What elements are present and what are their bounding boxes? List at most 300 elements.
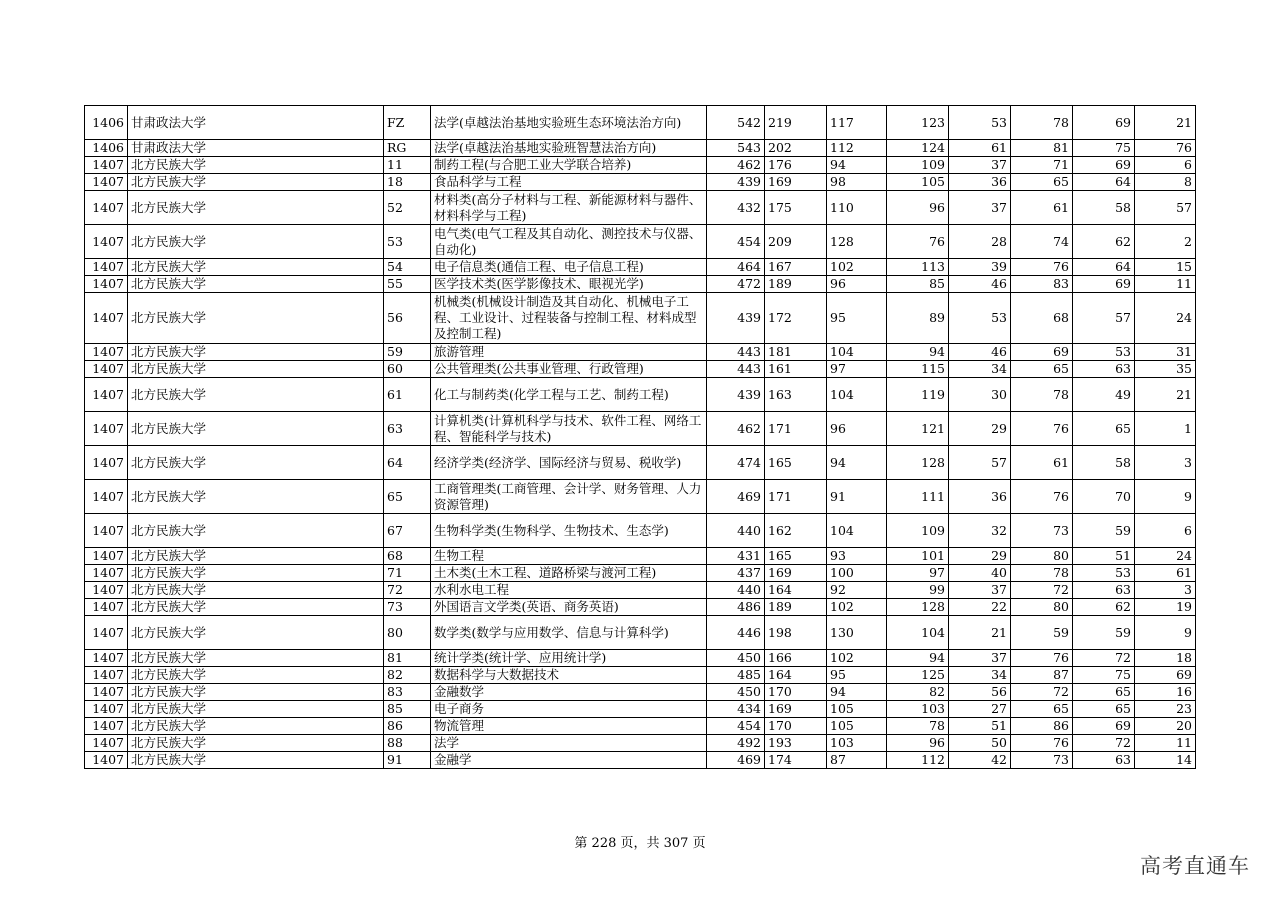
score-cell: 102 [827,599,887,616]
score-cell: 3 [1135,446,1196,480]
score-cell: 69 [1073,157,1135,174]
school-name-cell: 甘肃政法大学 [128,106,384,140]
score-cell: 104 [827,378,887,412]
score-cell: 29 [949,412,1011,446]
score-cell: 124 [887,140,949,157]
major-code-cell: 18 [384,174,431,191]
score-cell: 78 [887,718,949,735]
score-cell: 450 [707,650,765,667]
score-cell: 121 [887,412,949,446]
score-cell: 189 [765,599,827,616]
score-cell: 3 [1135,582,1196,599]
score-cell: 61 [1011,191,1073,225]
score-cell: 18 [1135,650,1196,667]
school-code-cell: 1407 [85,191,128,225]
score-cell: 30 [949,378,1011,412]
score-cell: 96 [827,276,887,293]
score-cell: 94 [827,157,887,174]
score-cell: 24 [1135,293,1196,344]
score-cell: 123 [887,106,949,140]
major-code-cell: 55 [384,276,431,293]
school-name-cell: 北方民族大学 [128,650,384,667]
score-cell: 78 [1011,378,1073,412]
score-cell: 51 [949,718,1011,735]
table-row [85,361,1196,378]
score-cell: 57 [1073,293,1135,344]
score-cell: 543 [707,140,765,157]
score-cell: 53 [1073,565,1135,582]
table-row [85,616,1196,650]
score-cell: 65 [1073,684,1135,701]
score-cell: 37 [949,582,1011,599]
score-cell: 62 [1073,599,1135,616]
score-cell: 19 [1135,599,1196,616]
score-cell: 171 [765,480,827,514]
school-name-cell: 北方民族大学 [128,293,384,344]
school-name-cell: 北方民族大学 [128,412,384,446]
table-row [85,157,1196,174]
score-cell: 69 [1135,667,1196,684]
major-name-cell: 公共管理类(公共事业管理、行政管理) [431,361,707,378]
school-name-cell: 北方民族大学 [128,752,384,769]
school-name-cell: 北方民族大学 [128,735,384,752]
score-cell: 172 [765,293,827,344]
score-cell: 462 [707,157,765,174]
major-name-cell: 数据科学与大数据技术 [431,667,707,684]
major-name-cell: 制药工程(与合肥工业大学联合培养) [431,157,707,174]
score-cell: 112 [827,140,887,157]
score-cell: 75 [1073,667,1135,684]
major-code-cell: 86 [384,718,431,735]
score-cell: 443 [707,361,765,378]
score-cell: 23 [1135,701,1196,718]
score-cell: 94 [827,684,887,701]
school-name-cell: 北方民族大学 [128,684,384,701]
score-cell: 40 [949,565,1011,582]
major-code-cell: 11 [384,157,431,174]
score-cell: 111 [887,480,949,514]
score-cell: 434 [707,701,765,718]
score-cell: 51 [1073,548,1135,565]
score-cell: 202 [765,140,827,157]
score-cell: 72 [1073,650,1135,667]
table-row [85,259,1196,276]
score-cell: 72 [1011,582,1073,599]
score-cell: 169 [765,701,827,718]
table-row [85,548,1196,565]
score-cell: 170 [765,718,827,735]
score-cell: 91 [827,480,887,514]
school-code-cell: 1407 [85,752,128,769]
school-name-cell: 北方民族大学 [128,701,384,718]
score-cell: 59 [1073,616,1135,650]
major-code-cell: 91 [384,752,431,769]
score-cell: 68 [1011,293,1073,344]
score-cell: 28 [949,225,1011,259]
score-cell: 29 [949,548,1011,565]
score-cell: 454 [707,225,765,259]
score-cell: 103 [887,701,949,718]
major-name-cell: 法学 [431,735,707,752]
score-cell: 6 [1135,157,1196,174]
major-name-cell: 计算机类(计算机科学与技术、软件工程、网络工程、智能科学与技术) [431,412,707,446]
table-row [85,582,1196,599]
school-code-cell: 1407 [85,480,128,514]
score-cell: 437 [707,565,765,582]
score-cell: 103 [827,735,887,752]
table-row [85,718,1196,735]
major-name-cell: 金融学 [431,752,707,769]
table-row [85,735,1196,752]
table-row [85,701,1196,718]
score-cell: 176 [765,157,827,174]
school-name-cell: 北方民族大学 [128,718,384,735]
score-cell: 34 [949,361,1011,378]
score-cell: 112 [887,752,949,769]
score-cell: 46 [949,276,1011,293]
table-row [85,667,1196,684]
major-name-cell: 化工与制药类(化学工程与工艺、制药工程) [431,378,707,412]
school-code-cell: 1407 [85,157,128,174]
score-cell: 85 [887,276,949,293]
school-code-cell: 1407 [85,361,128,378]
major-code-cell: 81 [384,650,431,667]
score-cell: 93 [827,548,887,565]
watermark-logo-text: 高考直通车 [1140,854,1250,878]
school-code-cell: 1407 [85,412,128,446]
score-cell: 94 [887,650,949,667]
score-cell: 439 [707,293,765,344]
score-cell: 76 [1011,735,1073,752]
school-code-cell: 1407 [85,718,128,735]
table-row [85,650,1196,667]
score-cell: 431 [707,548,765,565]
score-cell: 81 [1011,140,1073,157]
score-cell: 486 [707,599,765,616]
score-cell: 61 [1135,565,1196,582]
score-cell: 53 [949,293,1011,344]
score-cell: 65 [1073,701,1135,718]
score-cell: 94 [827,446,887,480]
score-cell: 65 [1011,701,1073,718]
major-name-cell: 生物科学类(生物科学、生物技术、生态学) [431,514,707,548]
score-cell: 36 [949,480,1011,514]
score-cell: 34 [949,667,1011,684]
school-name-cell: 北方民族大学 [128,548,384,565]
score-cell: 193 [765,735,827,752]
score-cell: 86 [1011,718,1073,735]
score-cell: 11 [1135,735,1196,752]
school-code-cell: 1407 [85,344,128,361]
score-cell: 104 [827,514,887,548]
score-cell: 105 [827,718,887,735]
score-cell: 32 [949,514,1011,548]
score-cell: 542 [707,106,765,140]
school-code-cell: 1406 [85,140,128,157]
score-cell: 95 [827,293,887,344]
major-name-cell: 金融数学 [431,684,707,701]
score-cell: 94 [887,344,949,361]
score-cell: 21 [1135,378,1196,412]
school-code-cell: 1407 [85,174,128,191]
school-name-cell: 北方民族大学 [128,259,384,276]
score-cell: 165 [765,548,827,565]
score-cell: 450 [707,684,765,701]
major-code-cell: 72 [384,582,431,599]
score-cell: 69 [1011,344,1073,361]
score-cell: 62 [1073,225,1135,259]
score-cell: 76 [887,225,949,259]
score-cell: 27 [949,701,1011,718]
score-cell: 72 [1011,684,1073,701]
score-cell: 65 [1011,174,1073,191]
major-name-cell: 食品科学与工程 [431,174,707,191]
school-code-cell: 1407 [85,225,128,259]
score-cell: 109 [887,157,949,174]
score-cell: 20 [1135,718,1196,735]
score-cell: 162 [765,514,827,548]
school-code-cell: 1407 [85,650,128,667]
table-row [85,174,1196,191]
table-row [85,378,1196,412]
score-cell: 492 [707,735,765,752]
major-name-cell: 生物工程 [431,548,707,565]
score-cell: 64 [1073,259,1135,276]
major-name-cell: 旅游管理 [431,344,707,361]
major-code-cell: 56 [384,293,431,344]
score-cell: 164 [765,667,827,684]
score-cell: 87 [827,752,887,769]
score-cell: 113 [887,259,949,276]
table-row [85,514,1196,548]
score-cell: 80 [1011,548,1073,565]
score-cell: 454 [707,718,765,735]
score-cell: 76 [1011,259,1073,276]
major-code-cell: 65 [384,480,431,514]
score-cell: 110 [827,191,887,225]
score-cell: 485 [707,667,765,684]
score-cell: 59 [1073,514,1135,548]
major-name-cell: 材料类(高分子材料与工程、新能源材料与器件、材料科学与工程) [431,191,707,225]
score-cell: 46 [949,344,1011,361]
table-row [85,752,1196,769]
score-cell: 36 [949,174,1011,191]
score-cell: 105 [827,701,887,718]
score-cell: 98 [827,174,887,191]
score-cell: 57 [1135,191,1196,225]
school-name-cell: 甘肃政法大学 [128,140,384,157]
major-code-cell: 85 [384,701,431,718]
score-cell: 21 [949,616,1011,650]
score-cell: 95 [827,667,887,684]
score-cell: 53 [949,106,1011,140]
score-cell: 69 [1073,276,1135,293]
school-name-cell: 北方民族大学 [128,361,384,378]
major-name-cell: 电子信息类(通信工程、电子信息工程) [431,259,707,276]
major-code-cell: FZ [384,106,431,140]
major-code-cell: 80 [384,616,431,650]
score-cell: 76 [1011,480,1073,514]
major-code-cell: 71 [384,565,431,582]
table-row [85,225,1196,259]
school-code-cell: 1407 [85,684,128,701]
score-cell: 128 [887,446,949,480]
score-cell: 440 [707,582,765,599]
score-cell: 104 [887,616,949,650]
score-cell: 78 [1011,106,1073,140]
major-name-cell: 统计学类(统计学、应用统计学) [431,650,707,667]
score-cell: 24 [1135,548,1196,565]
major-name-cell: 法学(卓越法治基地实验班生态环境法治方向) [431,106,707,140]
score-cell: 76 [1011,650,1073,667]
score-cell: 63 [1073,582,1135,599]
score-cell: 102 [827,259,887,276]
score-cell: 42 [949,752,1011,769]
page-number: 第 228 页，共 307 页 [574,836,706,851]
score-cell: 31 [1135,344,1196,361]
school-name-cell: 北方民族大学 [128,344,384,361]
score-cell: 469 [707,480,765,514]
score-cell: 174 [765,752,827,769]
major-name-cell: 外国语言文学类(英语、商务英语) [431,599,707,616]
table-row [85,293,1196,344]
score-cell: 165 [765,446,827,480]
score-cell: 35 [1135,361,1196,378]
score-cell: 164 [765,582,827,599]
major-name-cell: 物流管理 [431,718,707,735]
school-name-cell: 北方民族大学 [128,667,384,684]
school-code-cell: 1407 [85,548,128,565]
score-cell: 83 [1011,276,1073,293]
score-cell: 219 [765,106,827,140]
score-cell: 16 [1135,684,1196,701]
score-cell: 161 [765,361,827,378]
school-code-cell: 1407 [85,378,128,412]
school-code-cell: 1407 [85,599,128,616]
school-code-cell: 1407 [85,565,128,582]
major-code-cell: 53 [384,225,431,259]
major-code-cell: 63 [384,412,431,446]
table-row [85,599,1196,616]
school-code-cell: 1407 [85,701,128,718]
score-cell: 115 [887,361,949,378]
score-cell: 175 [765,191,827,225]
school-name-cell: 北方民族大学 [128,582,384,599]
score-cell: 464 [707,259,765,276]
major-name-cell: 医学技术类(医学影像技术、眼视光学) [431,276,707,293]
table-row [85,191,1196,225]
major-code-cell: 64 [384,446,431,480]
major-code-cell: 61 [384,378,431,412]
score-cell: 169 [765,565,827,582]
school-code-cell: 1407 [85,735,128,752]
major-name-cell: 电气类(电气工程及其自动化、测控技术与仪器、自动化) [431,225,707,259]
score-cell: 73 [1011,752,1073,769]
score-cell: 6 [1135,514,1196,548]
score-cell: 53 [1073,344,1135,361]
score-cell: 58 [1073,191,1135,225]
score-cell: 21 [1135,106,1196,140]
score-cell: 101 [887,548,949,565]
score-cell: 105 [887,174,949,191]
score-cell: 50 [949,735,1011,752]
score-cell: 189 [765,276,827,293]
admission-score-table [84,105,1196,769]
school-code-cell: 1407 [85,446,128,480]
score-cell: 69 [1073,106,1135,140]
table-row [85,684,1196,701]
score-cell: 96 [887,191,949,225]
score-cell: 11 [1135,276,1196,293]
table-row [85,344,1196,361]
school-code-cell: 1407 [85,276,128,293]
score-cell: 100 [827,565,887,582]
school-name-cell: 北方民族大学 [128,191,384,225]
score-cell: 171 [765,412,827,446]
table-row [85,446,1196,480]
major-code-cell: RG [384,140,431,157]
major-code-cell: 83 [384,684,431,701]
school-name-cell: 北方民族大学 [128,157,384,174]
school-name-cell: 北方民族大学 [128,565,384,582]
score-cell: 82 [887,684,949,701]
school-name-cell: 北方民族大学 [128,378,384,412]
score-cell: 74 [1011,225,1073,259]
score-cell: 22 [949,599,1011,616]
score-cell: 14 [1135,752,1196,769]
score-cell: 37 [949,191,1011,225]
score-cell: 8 [1135,174,1196,191]
score-cell: 130 [827,616,887,650]
score-cell: 92 [827,582,887,599]
score-cell: 56 [949,684,1011,701]
score-cell: 76 [1011,412,1073,446]
score-cell: 96 [887,735,949,752]
major-code-cell: 82 [384,667,431,684]
score-cell: 78 [1011,565,1073,582]
school-code-cell: 1407 [85,293,128,344]
score-cell: 49 [1073,378,1135,412]
school-name-cell: 北方民族大学 [128,616,384,650]
score-cell: 181 [765,344,827,361]
major-code-cell: 54 [384,259,431,276]
table-row [85,140,1196,157]
school-code-cell: 1406 [85,106,128,140]
score-cell: 73 [1011,514,1073,548]
score-cell: 169 [765,174,827,191]
score-cell: 58 [1073,446,1135,480]
score-cell: 167 [765,259,827,276]
score-cell: 87 [1011,667,1073,684]
score-cell: 474 [707,446,765,480]
score-cell: 37 [949,157,1011,174]
score-cell: 9 [1135,480,1196,514]
score-cell: 37 [949,650,1011,667]
score-cell: 128 [887,599,949,616]
score-cell: 96 [827,412,887,446]
major-name-cell: 水利水电工程 [431,582,707,599]
major-name-cell: 法学(卓越法治基地实验班智慧法治方向) [431,140,707,157]
school-name-cell: 北方民族大学 [128,446,384,480]
score-cell: 75 [1073,140,1135,157]
major-name-cell: 电子商务 [431,701,707,718]
school-name-cell: 北方民族大学 [128,599,384,616]
score-cell: 443 [707,344,765,361]
score-cell: 128 [827,225,887,259]
score-cell: 71 [1011,157,1073,174]
score-cell: 72 [1073,735,1135,752]
major-code-cell: 60 [384,361,431,378]
